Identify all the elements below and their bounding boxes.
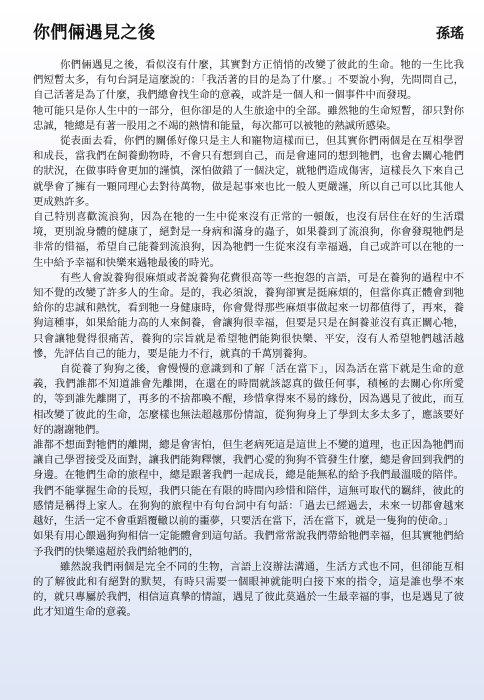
document-body — [33, 58, 464, 621]
paragraph: 自己特別喜歡流浪狗，因為在牠的一生中從來沒有正常的一頓飯，也沒有居住在好的生活環境，更別說身體的健康了，絕對是一身病和滿身的蟲子，如果養到了流浪狗，你會發現牠們是非常的惜福，希望自己能養到流浪狗，因為牠們一生從來沒有幸福過，自己或許可以在牠的一生中給予幸福和快樂來過牠最後的時光。 — [33, 211, 464, 269]
paragraph: 牠可能只是你人生中的一部分，但你卻是的人生旅途中的全部。雖然牠的生命短暫，卻只對你忠誠，牠總是有著一股用之不竭的熱情和能量，每次都可以被牠的熱誠所感染。 — [33, 104, 464, 132]
paragraph: 自從養了狗狗之後，會慢慢的意識到和了解「活在當下」，因為活在當下就是生命的意義，我們誰都不知道誰會先離開，在還在的時間就該認真的做任何事，積極的去關心你所愛的，等到誰先離開了，再多的不捨都喚不醒，珍惜拿得來不易的緣份，因為遇見了彼此，而互相改變了彼此的生命，怎麼樣也無法超越那份情誼，從狗狗身上了學到太多太多了，應該要好好的謝謝牠們。 — [33, 363, 464, 436]
author-name: 孫瑤 — [436, 26, 464, 42]
paragraph: 雖然說我們兩個是完全不同的生物，言語上沒辦法溝通，生活方式也不同，但卻能互相的了解彼此和有絕對的默契，有時只需要一個眼神就能明白接下來的指令，這是誰也學不來的，就只專屬於我們，相信這真摯的情誼，遇見了彼此莫過於一生最幸福的事，也是遇見了彼此才知道生命的意義。 — [33, 560, 464, 619]
document-title: 你們倆遇見之後 — [33, 23, 156, 43]
paragraph: 你們倆遇見之後，看似沒有什麼，其實對方正悄悄的改變了彼此的生命。牠的一生比我們短暫太多，有句台詞是這麼說的：「我活著的目的是為了什麼。」不要說小狗，先問問自己，自己活著是為了什麼，我們總會找生命的意義，或許是一個人和一個事件中而發現。 — [33, 59, 464, 102]
paragraph: 誰都不想面對牠們的離開，總是會害怕，但生老病死這是這世上不變的道理，也正因為牠們而讓自己學習接受及面對，讓我們能夠釋懷，我們心愛的狗狗不管發生什麼，總是會回到我們的身邊。在牠們生命的旅程中，總是跟著我們一起成長，總是能無私的給予我們最溫暖的陪伴。我們不能掌握生命的長短，我們只能在有限的時間內珍惜和陪伴，這無可取代的羈絆，彼此的感情是稱得上家人。在狗狗的旅程中有句台詞中有句話：「過去已經過去，未來一切都會越來越好，生活一定不會重蹈覆轍以前的噩夢，只要活在當下，活在當下，就是一隻狗的使命。」 — [33, 439, 464, 528]
paragraph: 如果有用心餵過狗狗相信一定能體會到這句話。我們常常說我們帶給牠們幸福，但其實牠們給予我們的快樂遠超於我們給牠們的， — [33, 530, 464, 558]
paragraph: 從表面去看，你們的關係好像只是主人和寵物這樣而已，但其實你們兩個是在互相學習和成長，當我們在飼養動物時，不會只有想到自己，而是會連同的想到牠們，也會去關心牠們的狀況，在做事時會更加的謹慎，深怕做錯了一個決定，就牠們造成傷害，這樣長久下來自己就學會了擁有一顆同理心去對待萬物，做是起事來也比一般人更嚴謹，所以自己可以比其他人更成熟許多。 — [33, 135, 464, 208]
paragraph: 有些人會說養狗很麻煩或者說養狗花費很高等一些抱怨的言語，可是在養狗的過程中不知不覺的改變了許多人的生命。是的，我必須說，養狗卻實是挺麻煩的，但當你真正體會到牠給你的忠誠和熱忱，看到牠一身健康時，你會覺得那些麻煩事做起來一切都值得了，再來，養狗這種事，如果給能力高的人來飼養，會讓狗很幸福，但要是只是在飼養並沒有真正關心牠，只會讓牠覺得很痛苦，養狗的宗旨就是希望牠們能夠很快樂、平安，沒有人希望牠們越活越慘，先評估自己的能力，要是能力不行，就真的千萬別養狗。 — [33, 271, 464, 360]
document-header — [33, 18, 464, 48]
